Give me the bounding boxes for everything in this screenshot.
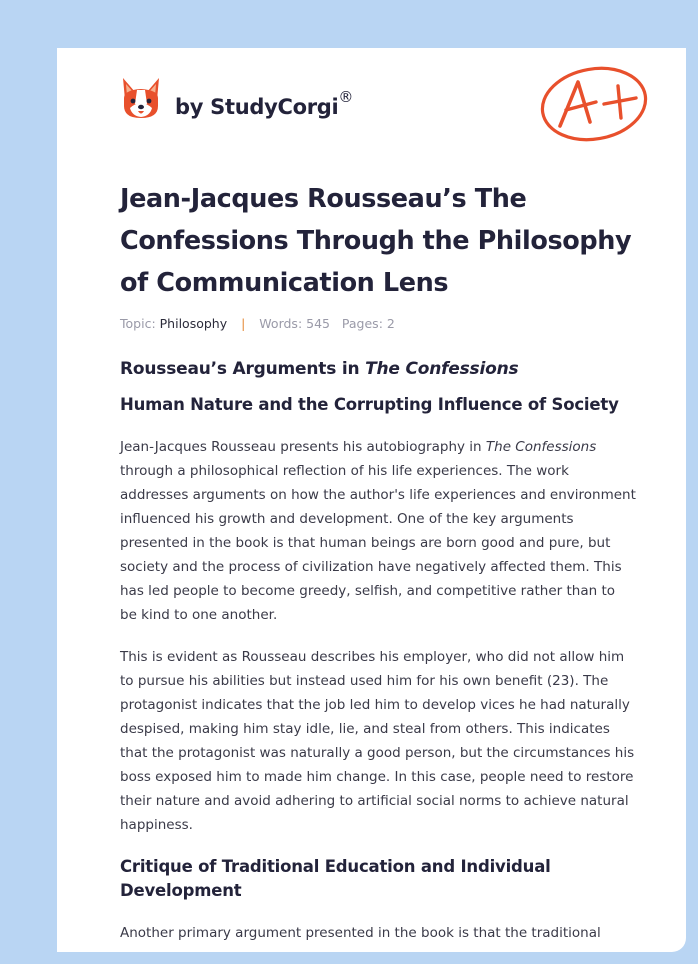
paragraph-1-italic: The Confessions: [485, 439, 597, 455]
corgi-logo-icon[interactable]: [120, 76, 162, 122]
words-label: Words:: [259, 316, 303, 331]
paragraph-1: [120, 435, 636, 627]
section-heading-italic: The Confessions: [365, 359, 519, 379]
article: [120, 178, 636, 945]
topic-label: Topic:: [120, 316, 156, 331]
site-header: [120, 45, 660, 156]
article-title: Jean-Jacques Rousseau’s The Confessions Through the Philosophy of Communication Lens: [120, 184, 632, 298]
grade-mark-text: A+: [538, 45, 563, 64]
brand-name[interactable]: [175, 88, 354, 119]
topic-link[interactable]: Philosophy: [159, 316, 228, 331]
paragraph-3: Another primary argument presented in the book is that the traditional: [120, 925, 601, 941]
section-heading-text: Rousseau’s Arguments in: [120, 359, 360, 379]
a-plus-grade-icon: [538, 45, 654, 146]
subheading-education: Critique of Traditional Education and Individual Development: [120, 857, 551, 900]
pages-label: Pages:: [341, 316, 383, 331]
section-heading: [120, 357, 636, 381]
paragraph-1-body: through a philosophical reflection of his life experiences. The work addresses arguments on how the author's life experiences and environment influenced his growth and development. One of the key arguments presented in the book is that human beings are born good and pure, but society and the process of civilization have negatively affected them. This has led people to become greedy, selfish, and competitive rather than to be kind to one another.: [120, 463, 636, 623]
brand-name-text: by StudyCorgi: [175, 95, 339, 119]
registered-mark: ®: [338, 88, 354, 106]
words-value: 545: [306, 316, 330, 331]
document-card: [57, 45, 686, 952]
paragraph-2: This is evident as Rousseau describes his employer, who did not allow him to pursue his abilities but instead used him for his own benefit (23). The protagonist indicates that the job led him to develop vices he had naturally despised, making him stay idle, lie, and steal from others. This indicates that the protagonist was naturally a good person, but the circumstances his boss exposed him to made him change. In this case, people need to restore their nature and avoid adhering to artificial social norms to achieve natural happiness.: [120, 649, 635, 833]
article-meta: [120, 316, 636, 331]
subheading-human-nature: Human Nature and the Corrupting Influence of Society: [120, 395, 619, 414]
meta-separator: |: [241, 316, 246, 331]
paragraph-1-lead: Jean-Jacques Rousseau presents his autobiography in: [120, 439, 482, 455]
pages-value: 2: [386, 316, 395, 331]
